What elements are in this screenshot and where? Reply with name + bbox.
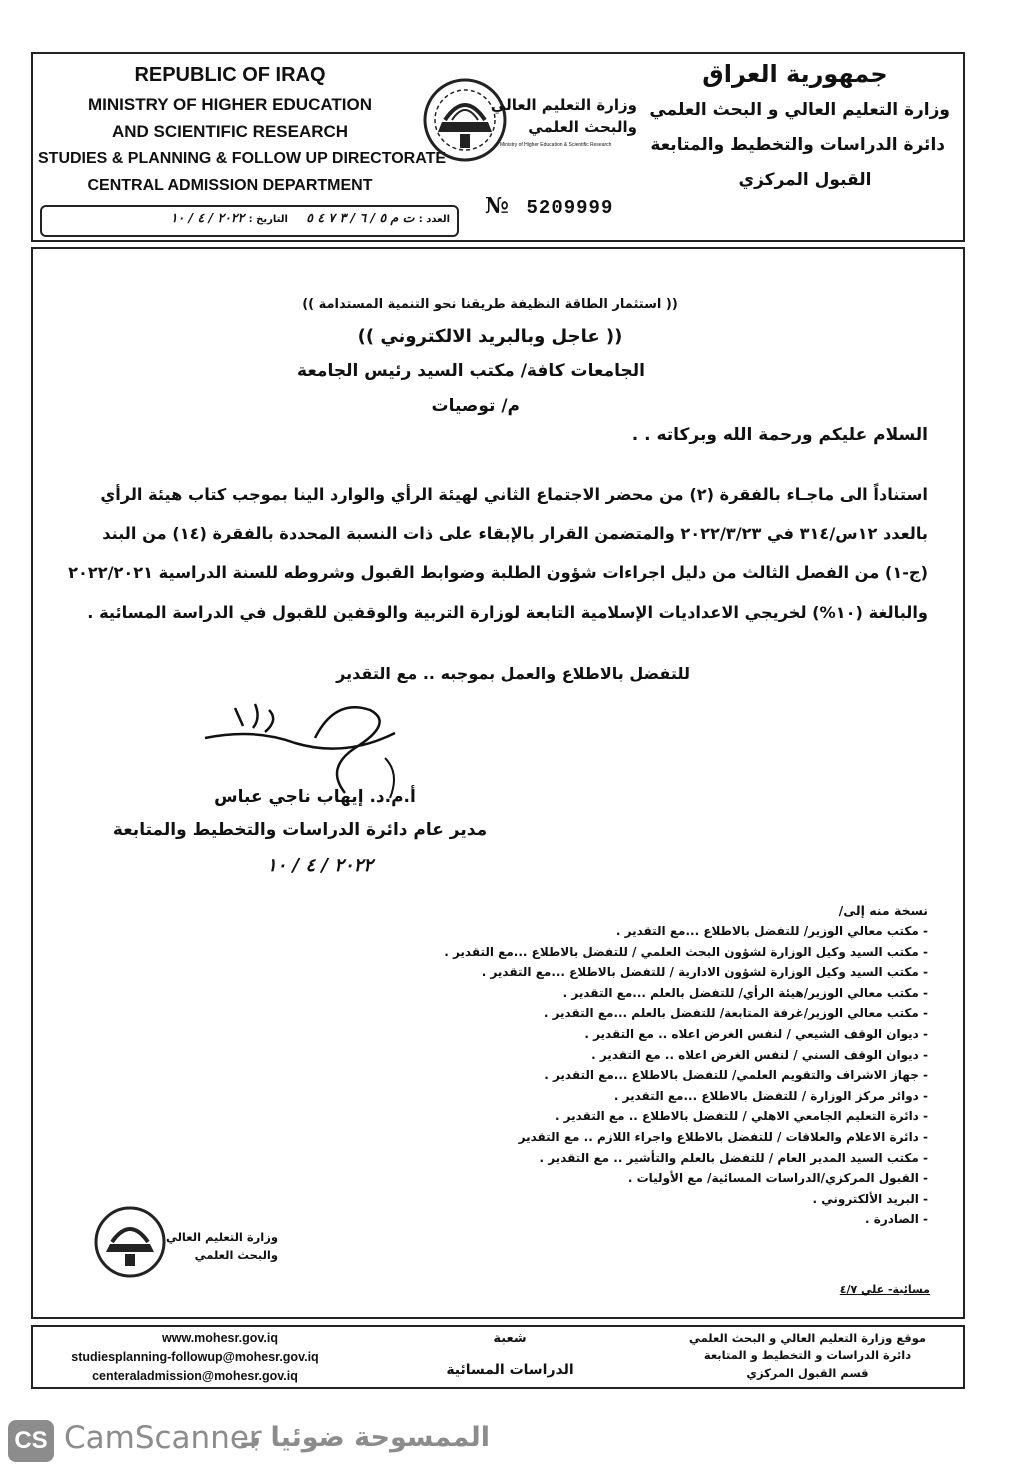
header-ar-line4: القبول المركزي <box>738 170 872 190</box>
urgent-note: (( عاجل وبالبريد الالكتروني )) <box>357 326 623 347</box>
stamp-emblem-icon <box>90 1200 170 1285</box>
cc-item: - ديوان الوقف الشيعي / لنفس الغرض اعلاه .. مع التقدير . <box>584 1026 928 1041</box>
ref-value: ت م ٥ / ٦ / ٣ ٧ ٤ ٥ <box>306 210 415 225</box>
slogan: (( استثمار الطاقة النظيفة طريقنا نحو التنمية المستدامة )) <box>302 297 678 312</box>
cc-item: - مكتب السيد وكيل الوزارة لشؤون الادارية / للتفضل بالاطلاع ...مع التقدير . <box>481 965 928 980</box>
cc-item: - القبول المركزي/الدراسات المسائية/ مع الأوليات . <box>627 1171 928 1186</box>
body-line-2: بالعدد ١٢س/٣١٤ في ٢٠٢٢/٣/٢٣ والمتضمن القرار بالإبقاء على ذات النسبة المحددة بالفقرة (١٤) من البند <box>102 524 928 543</box>
footer-email-1: studiesplanning-followup@mohesr.gov.iq <box>71 1350 319 1364</box>
signer-date: ٢٠٢٢ / ٤ / ١٠ <box>267 855 373 876</box>
header-en-line1: REPUBLIC OF IRAQ <box>134 64 326 86</box>
footer-ar-line2: دائرة الدراسات و التخطيط و المتابعة <box>703 1348 912 1362</box>
header-en-line2: MINISTRY OF HIGHER EDUCATION <box>88 95 372 114</box>
cc-item: - مكتب معالي الوزير/ للتفضل بالاطلاع ...مع التقدير . <box>615 924 928 938</box>
signer-title: مدير عام دائرة الدراسات والتخطيط والمتابعة <box>112 820 488 840</box>
body-line-1: استناداً الى ماجـاء بالفقرة (٢) من محضر الاجتماع الثاني لهيئة الرأي والوارد الينا بموجب كتاب هيئة الرأي <box>100 485 928 504</box>
header-en-line3: AND SCIENTIFIC RESEARCH <box>111 122 349 141</box>
cc-item: - مكتب السيد وكيل الوزارة لشؤون البحث العلمي / للتفضل بالاطلاع ...مع التقدير . <box>444 944 928 959</box>
header-ar-line1: جمهورية العراق <box>702 60 888 88</box>
logo-text-small: Ministry of Higher Education & Scientific Research <box>500 142 612 148</box>
cc-item: - مكتب معالي الوزير/هيئة الرأي/ للتفضل بالعلم ...مع التقدير . <box>562 985 928 1000</box>
footer-ar-line1: موقع وزارة التعليم العالي و البحث العلمي <box>688 1331 927 1345</box>
camscanner-logo-icon <box>8 1420 54 1462</box>
cc-initials: مسائية- علي ٤/٧ <box>839 1283 930 1296</box>
header-en-line5: CENTRAL ADMISSION DEPARTMENT <box>87 177 373 194</box>
serial-number-block <box>485 193 645 221</box>
cc-list <box>370 921 928 1230</box>
logo-text-line1: وزارة التعليم العالي <box>490 96 637 114</box>
camscanner-text: CamScanner <box>64 1420 262 1456</box>
header-ar-line2: وزارة التعليم العالي و البحث العلمي <box>649 100 950 120</box>
addressee: الجامعات كافة/ مكتب السيد رئيس الجامعة <box>297 361 645 381</box>
stamp-line1: وزارة التعليم العالي <box>165 1230 278 1244</box>
ref-label: العدد : <box>418 214 450 225</box>
ministry-logo <box>420 72 640 172</box>
cc-item: - دائرة التعليم الجامعي الاهلي / للتفضل بالاطلاع .. مع التقدير . <box>554 1109 928 1124</box>
camscanner-ar-text: الممسوحة ضوئيا بـ <box>241 1422 490 1453</box>
cc-heading: نسخة منه إلى/ <box>838 903 928 918</box>
cc-item: - البريد الألكتروني . <box>812 1191 928 1206</box>
camscanner-logo-text: CS <box>14 1427 48 1454</box>
footer-website: www.mohesr.gov.iq <box>162 1331 278 1345</box>
serial-number: 5209999 <box>526 197 614 219</box>
cc-item: - ديوان الوقف السني / لنفس الغرض اعلاه .. مع التقدير . <box>591 1047 928 1062</box>
camscanner-watermark <box>0 1400 1012 1479</box>
ministry-stamp <box>90 1200 280 1290</box>
greeting: السلام عليكم ورحمة الله وبركاته . . <box>631 425 928 445</box>
cc-item: - دائرة الاعلام والعلاقات / للتفضل بالاطلاع واجراء اللازم .. مع التقدير <box>518 1129 928 1144</box>
signer-name: أ.م.د. إيهاب ناجي عباس <box>214 787 416 807</box>
closing-line: للتفضل بالاطلاع والعمل بموجبه .. مع التقدير <box>336 664 690 683</box>
subject: م/ توصيات <box>431 396 520 416</box>
footer-section-value: الدراسات المسائية <box>446 1362 574 1378</box>
footer-email-2: centeraladmission@mohesr.gov.iq <box>92 1369 298 1383</box>
logo-text-line2: والبحث العلمي <box>528 118 637 136</box>
header-ar-line3: دائرة الدراسات والتخطيط والمتابعة <box>650 135 945 155</box>
cc-item: - الصادرة . <box>865 1212 928 1227</box>
date-label: التاريخ : <box>248 214 288 225</box>
ministry-emblem-icon <box>420 72 510 167</box>
footer-ar-line3: قسم القبول المركزي <box>746 1366 869 1380</box>
cc-item: - دوائر مركز الوزارة / للتفضل بالاطلاع ...مع التقدير . <box>613 1088 928 1103</box>
cc-item: - مكتب معالي الوزير/غرفة المتابعة/ للتفضل بالعلم ...مع التقدير . <box>543 1006 928 1021</box>
body-line-4: والبالغة (١٠%) لخريجي الاعداديات الإسلامية التابعة لوزارة التربية والوقفين للقبول في الدراسة المسائية . <box>87 603 928 622</box>
ref-date-line <box>45 210 450 232</box>
stamp-line2: والبحث العلمي <box>194 1248 278 1262</box>
cc-item: - جهاز الاشراف والتقويم العلمي/ للتفضل بالاطلاع ...مع التقدير . <box>544 1068 928 1083</box>
footer-section-label: شعبة <box>493 1331 527 1346</box>
body-line-3: (ج-١) من الفصل الثالث من دليل اجراءات شؤون الطلبة وضوابط القبول وشروطه للسنة الدراسية ٢٠٢٢/٢٠٢١ <box>68 563 928 582</box>
date-value: ٢٠٢٢ / ٤ / ١٠ <box>170 210 245 225</box>
cc-item: - مكتب السيد المدير العام / للتفضل بالعلم والتأشير .. مع التقدير . <box>539 1150 928 1165</box>
serial-symbol: № <box>485 193 509 219</box>
header-en-line4: STUDIES & PLANNING & FOLLOW UP DIRECTORATE <box>38 150 447 167</box>
